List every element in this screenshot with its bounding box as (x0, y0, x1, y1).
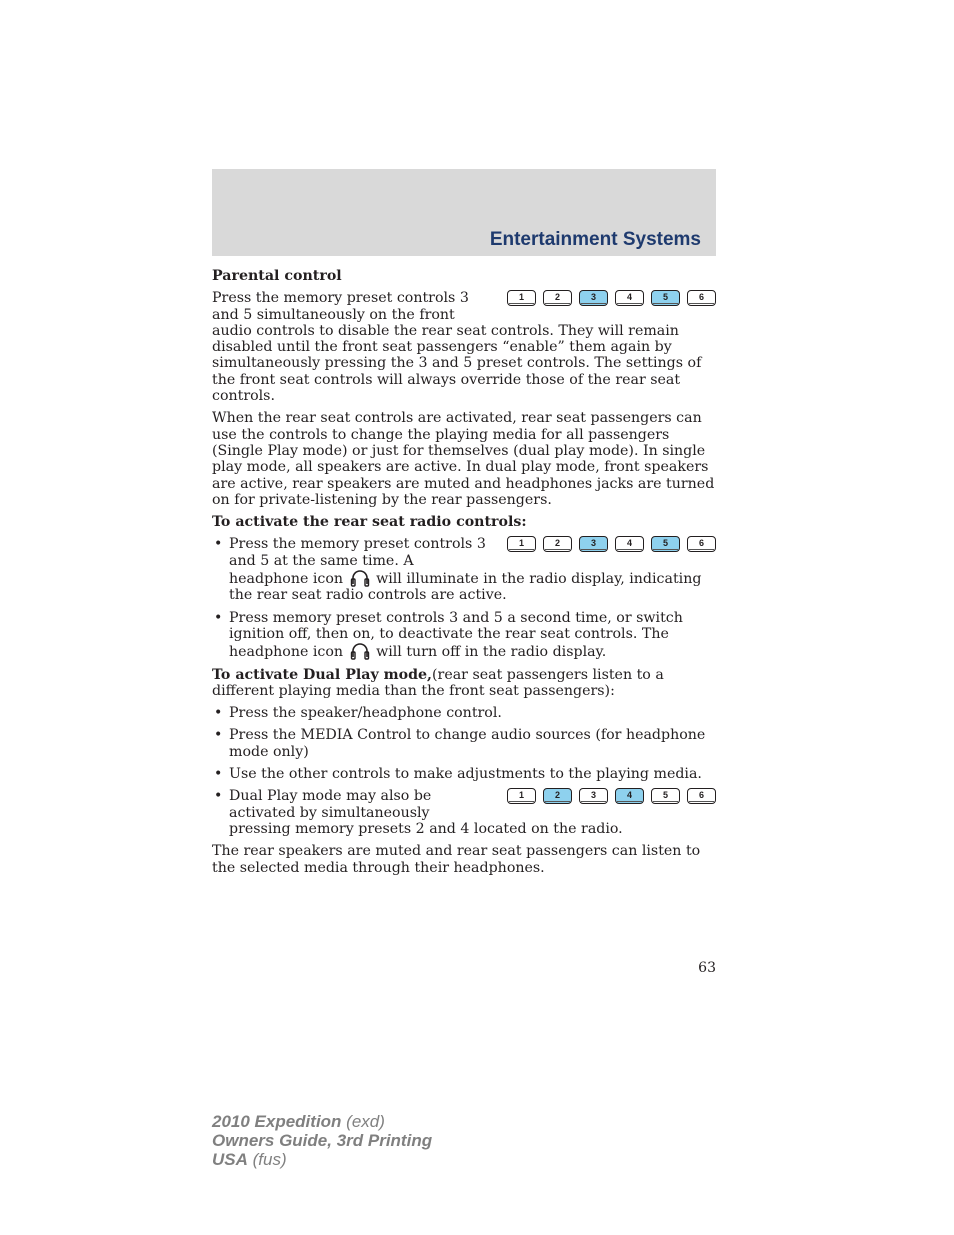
section-header-band (212, 169, 716, 256)
bullet-text-before-icon: Press the memory preset controls 3 and 5 at the same time. A headphone icon (229, 536, 486, 588)
dual-play-list (212, 705, 716, 837)
preset-button-4: 4 (615, 290, 644, 306)
headphone-icon (350, 642, 370, 660)
dual-play-heading: To activate Dual Play mode, (212, 666, 432, 683)
preset-button-2: 2 (543, 788, 572, 804)
preset-button-3: 3 (579, 788, 608, 804)
bullet-text-after-icon: will turn off in the radio display. (376, 644, 607, 661)
preset-button-5: 5 (651, 290, 680, 306)
preset-button-6: 6 (687, 290, 716, 306)
bullet-text-before-icon: Press memory preset controls 3 and 5 a second time, or switch ignition off, then on, to deactivate the rear seat controls. The headphone icon (229, 609, 683, 661)
parental-control-paragraph: Press the memory preset controls 3 and 5 simultaneously on the front audio controls to disable the rear seat controls. They will remain disabled until the front seat passengers “enable” them again by simultaneously pressing the 3 and 5 preset controls. The settings of the front seat controls will always override those of the rear seat controls. (212, 290, 702, 405)
list-item (212, 610, 716, 661)
preset-button-2: 2 (543, 536, 572, 552)
rear-seat-description-paragraph: When the rear seat controls are activated, rear seat passengers can use the controls to change the playing media for all passengers (Single Play mode) or just for themselves (dual play mode). In single play mode, all speakers are active. In dual play mode, front speakers are active, rear speakers are muted and headphones jacks are turned on for private-listening by the rear passengers. (212, 410, 715, 508)
footer-line-2: Owners Guide, 3rd Printing (212, 1131, 433, 1150)
list-item (212, 788, 716, 837)
preset-button-4: 4 (615, 536, 644, 552)
preset-button-2: 2 (543, 290, 572, 306)
headphone-icon (350, 569, 370, 587)
preset-button-6: 6 (687, 788, 716, 804)
bullet-text-after-icon: will illuminate in the radio display, indicating the rear seat radio controls are active. (229, 571, 702, 604)
preset-button-4: 4 (615, 788, 644, 804)
page-content (212, 268, 716, 882)
preset-buttons-row-3 (507, 788, 716, 804)
dual-play-heading-rest: (rear seat passengers listen to a different playing media than the front seat passengers): (212, 666, 664, 699)
preset-button-5: 5 (651, 536, 680, 552)
preset-button-1: • 1 (507, 536, 536, 552)
list-item (212, 536, 716, 603)
footer-line-3: USA (fus) (212, 1150, 287, 1169)
document-footer (212, 1112, 432, 1169)
parental-control-paragraph-block (212, 290, 716, 404)
parental-control-heading: Parental control (212, 268, 342, 284)
preset-button-3: 3 (579, 536, 608, 552)
rear-seat-radio-heading: To activate the rear seat radio controls: (212, 514, 527, 531)
preset-buttons-row-2 (507, 536, 716, 552)
preset-button-5: 5 (651, 788, 680, 804)
preset-button-1: • 1 (507, 788, 536, 804)
preset-button-1: 1 (507, 290, 536, 306)
preset-buttons-row-1 (507, 290, 716, 306)
list-item: • Press the speaker/headphone control. (212, 705, 716, 721)
bullet-text: Dual Play mode may also be activated by simultaneously pressing memory presets 2 and 4 located on the radio. (229, 788, 623, 837)
list-item: • Use the other controls to make adjustments to the playing media. (212, 766, 716, 782)
dual-play-intro (212, 667, 716, 700)
footer-line-1: 2010 Expedition (exd) (212, 1112, 385, 1131)
preset-button-3: 3 (579, 290, 608, 306)
page-number: 63 (698, 960, 716, 976)
closing-paragraph: The rear speakers are muted and rear seat passengers can listen to the selected media through their headphones. (212, 843, 701, 876)
rear-seat-radio-list (212, 536, 716, 660)
preset-button-6: 6 (687, 536, 716, 552)
section-title: Entertainment Systems (489, 229, 701, 250)
list-item: • Press the MEDIA Control to change audio sources (for headphone mode only) (212, 727, 716, 760)
